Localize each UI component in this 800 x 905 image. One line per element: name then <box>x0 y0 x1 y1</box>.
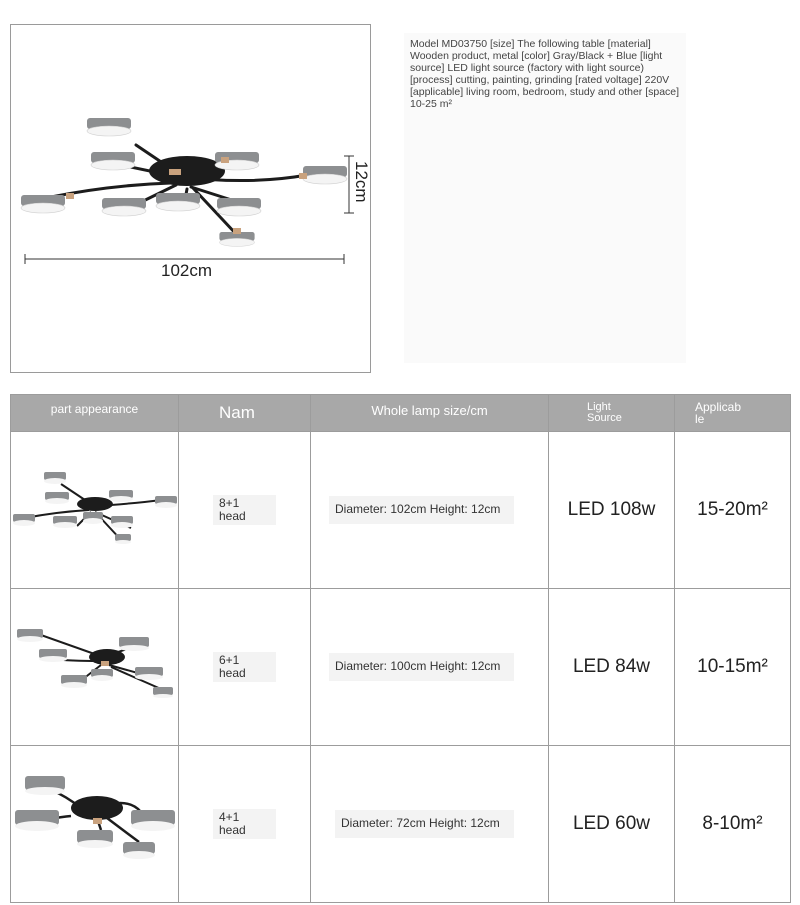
applicable-area-value: 10-15m² <box>697 656 768 677</box>
head-count-label: 8+1 head <box>213 495 276 525</box>
applicable-area-cell <box>675 589 791 746</box>
light-source-value: LED 108w <box>567 499 656 520</box>
product-description: Model MD03750 [size] The following table [material] Wooden product, metal [color] Gray/Black + Blue [light source] LED light source (factory with light source) [process] cutting, painting, grinding [rated voltage] 220V [applicable] living room, bedroom, study and other [space] 10-25 m² <box>410 38 680 110</box>
header-size: Whole lamp size/cm <box>311 395 549 432</box>
appearance-cell <box>11 432 179 589</box>
width-dimension-label: 102cm <box>161 261 213 280</box>
lamp-size-value: Diameter: 102cm Height: 12cm <box>329 496 514 524</box>
name-cell <box>179 746 311 903</box>
light-source-cell <box>549 746 675 903</box>
light-source-value: LED 84w <box>572 656 651 677</box>
product-description-panel <box>404 33 686 363</box>
light-source-cell <box>549 432 675 589</box>
appearance-cell <box>11 589 179 746</box>
table-row <box>11 589 791 746</box>
light-source-cell <box>549 589 675 746</box>
height-dimension-label: 12cm <box>352 161 371 203</box>
applicable-area-cell <box>675 432 791 589</box>
table-header-row <box>11 395 791 432</box>
lamp-size-value: Diameter: 72cm Height: 12cm <box>335 810 514 838</box>
spec-table <box>10 394 791 903</box>
table-row <box>11 746 791 903</box>
size-cell <box>311 746 549 903</box>
applicable-area-value: 8-10m² <box>702 813 763 834</box>
chandelier-8-head-thumbnail <box>11 432 179 583</box>
appearance-cell <box>11 746 179 903</box>
header-appearance: part appearance <box>11 395 179 432</box>
lamp-size-value: Diameter: 100cm Height: 12cm <box>329 653 514 681</box>
head-count-label: 4+1 head <box>213 809 276 839</box>
name-cell <box>179 589 311 746</box>
applicable-area-value: 15-20m² <box>697 499 768 520</box>
light-source-value: LED 60w <box>572 813 651 834</box>
product-photo <box>10 24 371 373</box>
header-applicable: Applicab le <box>675 395 791 432</box>
header-light-source: Light Source <box>549 395 675 432</box>
head-count-label: 6+1 head <box>213 652 276 682</box>
chandelier-6-head-thumbnail <box>11 589 179 740</box>
size-cell <box>311 432 549 589</box>
name-cell <box>179 432 311 589</box>
chandelier-illustration <box>11 25 372 374</box>
table-row <box>11 432 791 589</box>
header-name: Nam <box>179 395 311 432</box>
size-cell <box>311 589 549 746</box>
chandelier-4-head-thumbnail <box>11 746 179 897</box>
applicable-area-cell <box>675 746 791 903</box>
